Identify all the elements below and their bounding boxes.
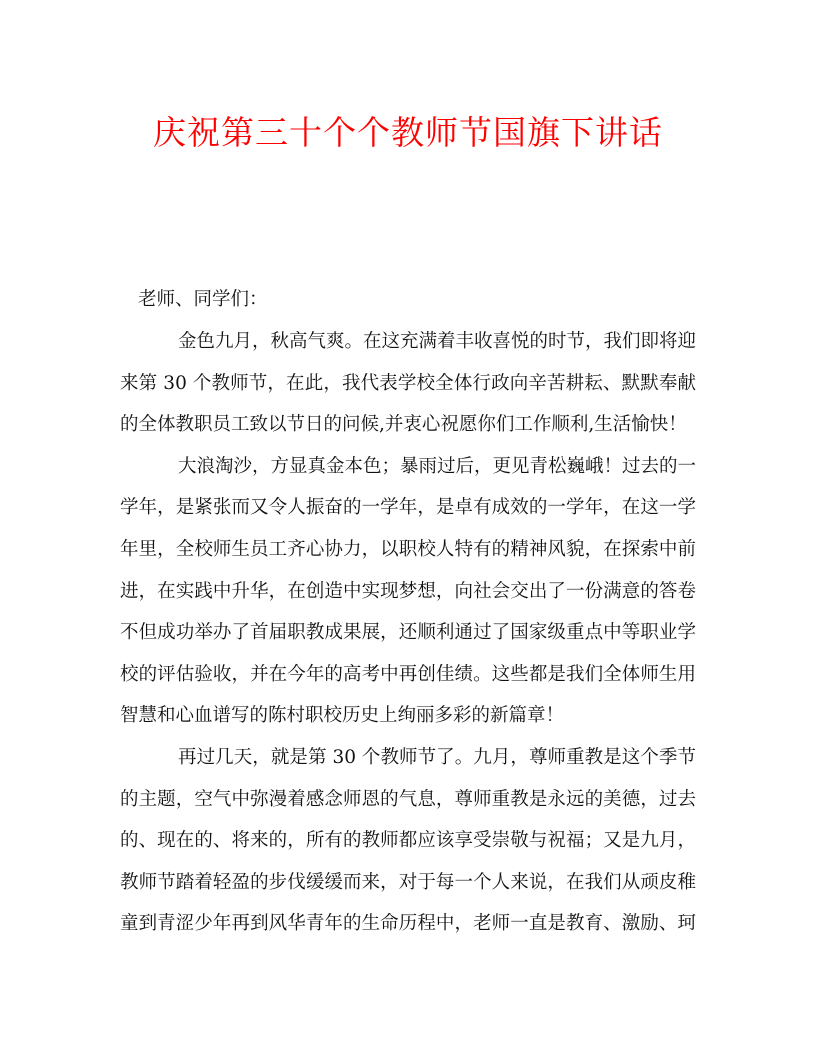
paragraph-line: 教师节踏着轻盈的步伐缓缓而来，对于每一个人来说，在我们从顽皮稚 — [120, 872, 696, 893]
paragraph-line: 年里，全校师生员工齐心协力，以职校人特有的精神风貌，在探索中前 — [120, 539, 696, 560]
paragraph-line: 来第 30 个教师节，在此，我代表学校全体行政向辛苦耕耘、默默奉献 — [120, 373, 696, 394]
paragraph-line: 学年，是紧张而又令人振奋的一学年，是卓有成效的一学年，在这一学 — [120, 497, 696, 518]
greeting: 老师、同学们： — [138, 289, 268, 310]
paragraph-line: 金色九月，秋高气爽。在这充满着丰收喜悦的时节，我们即将迎 — [178, 331, 697, 352]
paragraph-line: 的主题，空气中弥漫着感念师恩的气息，尊师重教是永远的美德，过去 — [120, 789, 696, 810]
paragraph-line: 校的评估验收，并在今年的高考中再创佳绩。这些都是我们全体师生用 — [120, 664, 696, 685]
paragraph-line: 智慧和心血谱写的陈村职校历史上绚丽多彩的新篇章！ — [120, 705, 565, 726]
paragraph-line: 再过几天，就是第 30 个教师节了。九月，尊师重教是这个季节 — [178, 747, 696, 768]
paragraph-line: 不但成功举办了首届职教成果展，还顺利通过了国家级重点中等职业学 — [120, 622, 696, 643]
paragraph-line: 进，在实践中升华，在创造中实现梦想，向社会交出了一份满意的答卷 — [120, 581, 696, 602]
page-title: 庆祝第三十个个教师节国旗下讲话 — [153, 113, 663, 152]
paragraph-line: 的、现在的、将来的，所有的教师都应该享受崇敬与祝福；又是九月， — [120, 830, 696, 851]
paragraph-line: 的全体教职员工致以节日的问候,并衷心祝愿你们工作顺利,生活愉快！ — [120, 414, 687, 435]
paragraph-line: 童到青涩少年再到风华青年的生命历程中，老师一直是教育、激励、珂 — [120, 913, 696, 934]
paragraph-line: 大浪淘沙，方显真金本色；暴雨过后，更见青松巍峨！过去的一 — [178, 456, 697, 477]
